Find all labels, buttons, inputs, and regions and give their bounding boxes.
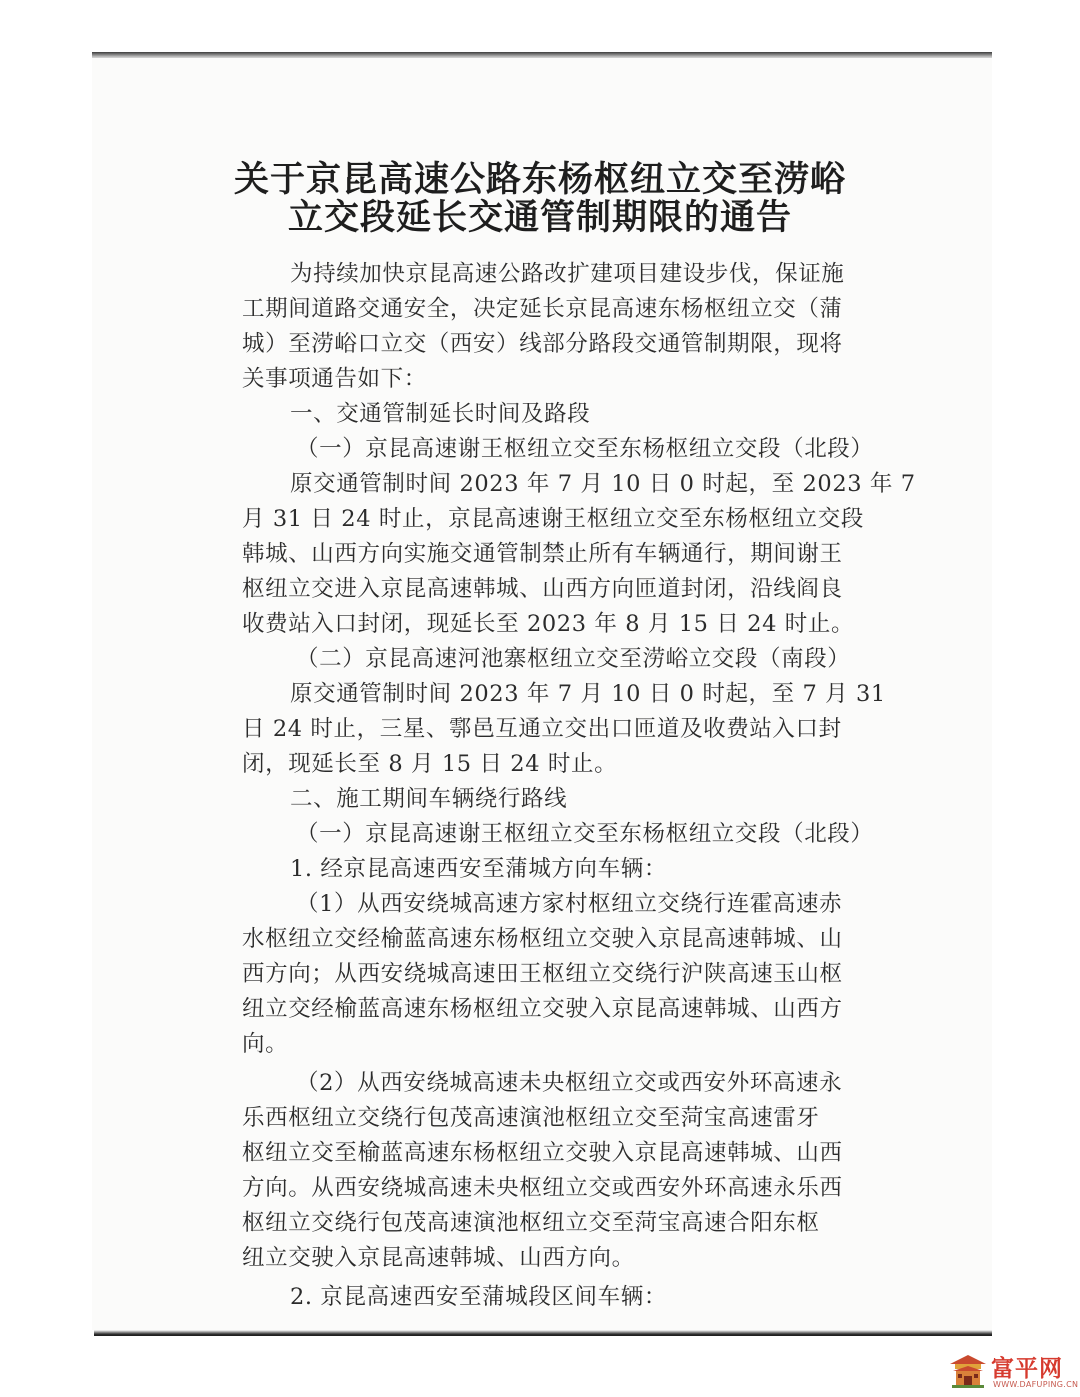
body-line: 方向。从西安绕城高速未央枢纽立交或西安外环高速永乐西 [242,1175,843,1201]
gate-tower-icon [948,1352,988,1388]
body-line: 日 24 时止，三星、鄠邑互通立交出口匝道及收费站入口封 [242,716,842,742]
item-2-heading: 2. 京昆高速西安至蒲城段区间车辆： [290,1284,667,1310]
body-line: 纽立交经榆蓝高速东杨枢纽立交驶入京昆高速韩城、山西方 [242,996,843,1022]
section-2-sub-1-heading: （一）京昆高速谢王枢纽立交至东杨枢纽立交段（北段） [296,821,874,847]
body-line: 西方向；从西安绕城高速田王枢纽立交绕行沪陕高速玉山枢 [242,961,843,987]
document-title-line-2: 立交段延长交通管制期限的通告 [287,197,792,238]
section-2-heading: 二、施工期间车辆绕行路线 [290,786,568,812]
intro-line: 为持续加快京昆高速公路改扩建项目建设步伐，保证施 [290,261,845,287]
body-line: 韩城、山西方向实施交通管制禁止所有车辆通行，期间谢王 [242,541,843,567]
body-line: 收费站入口封闭，现延长至 2023 年 8 月 15 日 24 时止。 [242,611,855,637]
body-line: 向。 [242,1031,289,1057]
watermark-site-name: 富平网 [991,1356,1063,1382]
body-line: 闭，现延长至 8 月 15 日 24 时止。 [242,751,618,777]
body-line: 枢纽立交绕行包茂高速演池枢纽立交至菏宝高速合阳东枢 [242,1210,820,1236]
body-line: 原交通管制时间 2023 年 7 月 10 日 0 时起，至 7 月 31 [290,681,886,707]
body-line: 枢纽立交进入京昆高速韩城、山西方向匝道封闭，沿线阎良 [242,576,843,602]
body-line: 月 31 日 24 时止，京昆高速谢王枢纽立交至东杨枢纽立交段 [242,506,864,532]
body-line: （1）从西安绕城高速方家村枢纽立交绕行连霍高速赤 [296,891,843,917]
section-1-heading: 一、交通管制延长时间及路段 [290,401,591,427]
watermark-site-url: WWW.DAFUPING.CN [993,1380,1079,1389]
body-line: 乐西枢纽立交绕行包茂高速演池枢纽立交至菏宝高速雷牙 [242,1105,820,1131]
scan-edge-bottom [94,1330,992,1336]
body-line: 水枢纽立交经榆蓝高速东杨枢纽立交驶入京昆高速韩城、山 [242,926,843,952]
item-1-heading: 1. 经京昆高速西安至蒲城方向车辆： [290,856,667,882]
intro-line: 关事项通告如下： [242,366,427,392]
document-title-line-1: 关于京昆高速公路东杨枢纽立交至涝峪 [233,159,846,200]
body-line: （2）从西安绕城高速未央枢纽立交或西安外环高速永 [296,1070,843,1096]
section-1-sub-1-heading: （一）京昆高速谢王枢纽立交至东杨枢纽立交段（北段） [296,436,874,462]
section-1-sub-2-heading: （二）京昆高速河池寨枢纽立交至涝峪立交段（南段） [296,646,851,672]
body-line: 原交通管制时间 2023 年 7 月 10 日 0 时起，至 2023 年 7 [290,471,916,497]
body-line: 纽立交驶入京昆高速韩城、山西方向。 [242,1245,635,1271]
body-line: 枢纽立交至榆蓝高速东杨枢纽立交驶入京昆高速韩城、山西 [242,1140,843,1166]
intro-line: 城）至涝峪口立交（西安）线部分路段交通管制期限，现将 [242,331,843,357]
intro-line: 工期间道路交通安全，决定延长京昆高速东杨枢纽立交（蒲 [242,296,843,322]
